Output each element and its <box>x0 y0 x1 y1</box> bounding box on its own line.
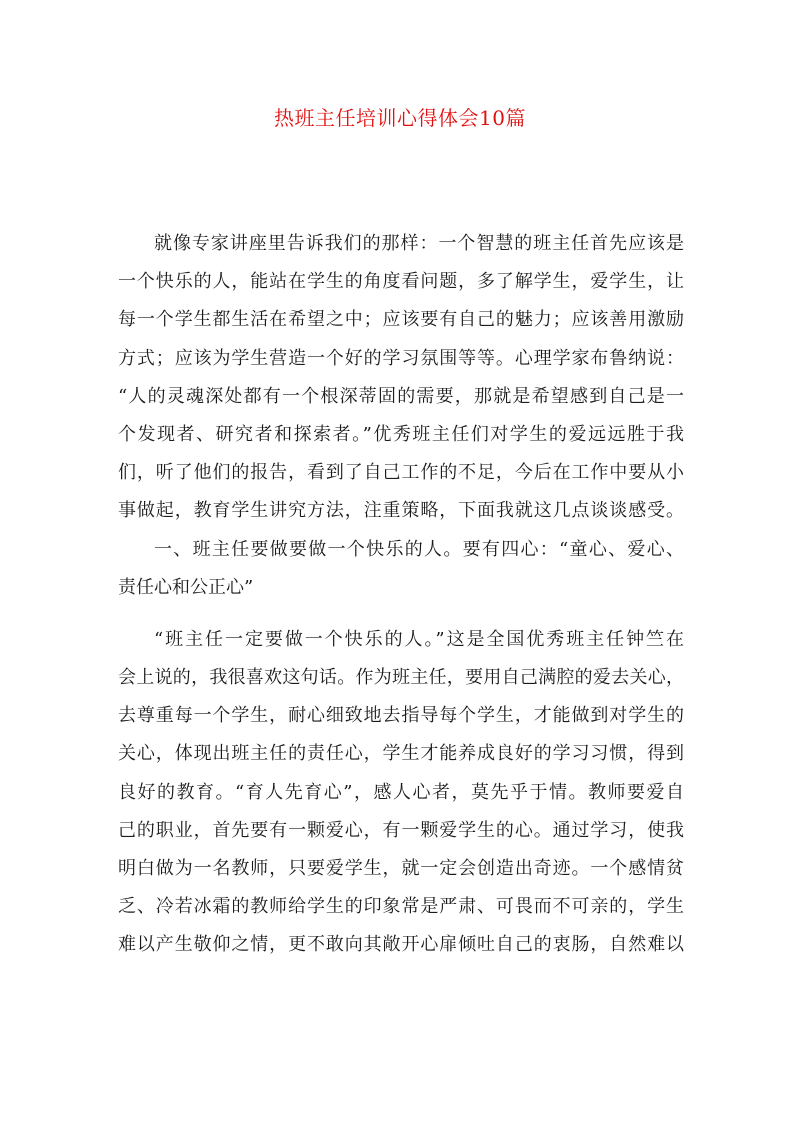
text-line: 己的职业，首先要有一颗爱心，有一颗爱学生的心。通过学习，使我 <box>118 819 684 841</box>
text-line: 会上说的，我很喜欢这句话。作为班主任，要用自己满腔的爱去关心， <box>118 667 684 689</box>
text-line: 一个快乐的人，能站在学生的角度看问题，多了解学生，爱学生，让 <box>118 271 684 293</box>
document-body <box>118 225 684 965</box>
text-line: 良好的教育。“育人先育心”，感人心者，莫先乎于情。教师要爱自 <box>118 781 684 803</box>
paragraph <box>118 621 684 965</box>
text-line: 去尊重每一个学生，耐心细致地去指导每个学生，才能做到对学生的 <box>118 705 684 727</box>
text-line: 难以产生敬仰之情，更不敢向其敞开心扉倾吐自己的衷肠，自然难以 <box>118 934 684 956</box>
text-line: 关心，体现出班主任的责任心，学生才能养成良好的学习习惯，得到 <box>118 743 684 765</box>
document-title: 热班主任培训心得体会10篇 <box>274 106 526 130</box>
text-line: 每一个学生都生活在希望之中；应该要有自己的魅力；应该善用激励 <box>118 309 684 331</box>
text-line: 乏、冷若冰霜的教师给学生的印象常是严肃、可畏而不可亲的，学生 <box>118 896 684 918</box>
text-line: 一、班主任要做要做一个快乐的人。要有四心：“童心、爱心、 <box>154 538 684 560</box>
text-line: 们，听了他们的报告，看到了自己工作的不足，今后在工作中要从小 <box>118 462 684 484</box>
text-line: 方式；应该为学生营造一个好的学习氛围等等。心理学家布鲁纳说： <box>118 347 684 369</box>
text-line: 个发现者、研究者和探索者。”优秀班主任们对学生的爱远远胜于我 <box>118 423 684 445</box>
text-line: “人的灵魂深处都有一个根深蒂固的需要，那就是希望感到自己是一 <box>118 385 684 407</box>
text-line: 明白做为一名教师，只要爱学生，就一定会创造出奇迹。一个感情贫 <box>118 858 684 879</box>
text-line: 就像专家讲座里告诉我们的那样：一个智慧的班主任首先应该是 <box>154 233 684 254</box>
text-line: “班主任一定要做一个快乐的人。”这是全国优秀班主任钟竺在 <box>154 628 684 650</box>
paragraph <box>118 225 684 531</box>
text-line: 责任心和公正心” <box>118 576 254 598</box>
text-line: 事做起，教育学生讲究方法，注重策略，下面我就这几点谈谈感受。 <box>118 500 684 522</box>
paragraph-spacer <box>118 607 684 621</box>
paragraph-heading <box>118 531 684 607</box>
